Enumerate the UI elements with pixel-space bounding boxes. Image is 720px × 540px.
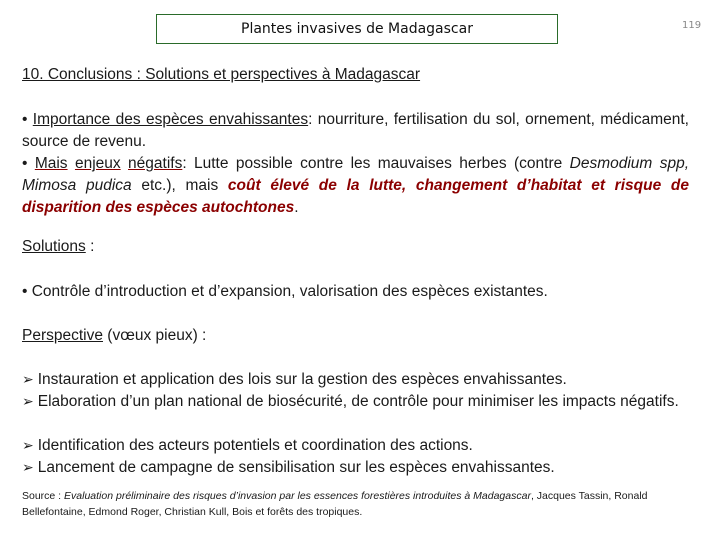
solutions-item	[22, 281, 689, 303]
perspective-suffix: (vœux pieux) :	[102, 327, 207, 344]
importance-paragraph	[22, 109, 689, 153]
solutions-item-text: • Contrôle d’introduction et d’expansion, valorisation des espèces existantes.	[22, 283, 548, 300]
bullet: •	[22, 155, 28, 172]
arrow-bullet-icon: ➢	[22, 394, 34, 410]
perspective-item	[22, 457, 689, 479]
solutions-colon: :	[85, 238, 95, 255]
arrow-bullet-icon: ➢	[22, 438, 34, 454]
source-title: Evaluation préliminaire des risques d’invasion par les essences forestières introduites à Madagascar	[64, 490, 531, 502]
perspective-item-text: Lancement de campagne de sensibilisation sur les espèces envahissantes.	[37, 459, 555, 476]
perspective-item-text: Instauration et application des lois sur la gestion des espèces envahissantes.	[37, 371, 567, 388]
importance-lead: Importance des espèces envahissantes	[32, 111, 309, 128]
importance-text: : nourriture, fertilisation du sol, ornement, médicament, source de revenu.	[22, 111, 689, 150]
source-prefix: Source :	[22, 490, 65, 502]
enjeux-paragraph	[22, 153, 689, 219]
slide-title: Plantes invasives de Madagascar	[241, 21, 473, 37]
enjeux-text-1: : Lutte possible contre les mauvaises herbes (contre	[182, 155, 570, 172]
perspective-item-text: Identification des acteurs potentiels et coordination des actions.	[37, 437, 473, 454]
solutions-label: Solutions	[22, 238, 86, 255]
perspective-item	[22, 435, 689, 457]
perspective-item	[22, 391, 689, 413]
bullet: •	[22, 111, 28, 128]
arrow-bullet-icon: ➢	[22, 372, 34, 388]
enjeux-lead-1: Mais	[34, 155, 68, 172]
section-title	[22, 66, 420, 84]
enjeux-lead-3: négatifs	[128, 155, 183, 172]
enjeux-emphasis: coût élevé de la lutte, changement d’habitat et risque de disparition des espèces autochtones	[22, 177, 689, 216]
enjeux-lead-2: enjeux	[74, 155, 121, 172]
source-authors: , Jacques Tassin, Ronald Bellefontaine, Edmond Roger, Christian Kull, Bois et forêts des tropiques.	[22, 490, 648, 518]
source-citation	[22, 488, 682, 520]
solutions-heading	[22, 236, 689, 258]
section-title-text: 10. Conclusions : Solutions et perspectives à Madagascar	[22, 66, 421, 83]
perspective-item-text: Elaboration d’un plan national de biosécurité, de contrôle pour minimiser les impacts négatifs.	[37, 393, 679, 410]
enjeux-text-2: etc.), mais	[131, 177, 228, 194]
slide-title-box	[156, 14, 558, 44]
perspective-label: Perspective	[22, 327, 103, 344]
enjeux-text-3: .	[294, 199, 299, 216]
arrow-bullet-icon: ➢	[22, 460, 34, 476]
perspective-item	[22, 369, 689, 391]
page-number: 119	[682, 20, 702, 31]
species-names: Desmodium spp, Mimosa pudica	[22, 155, 690, 194]
perspective-heading	[22, 325, 689, 347]
